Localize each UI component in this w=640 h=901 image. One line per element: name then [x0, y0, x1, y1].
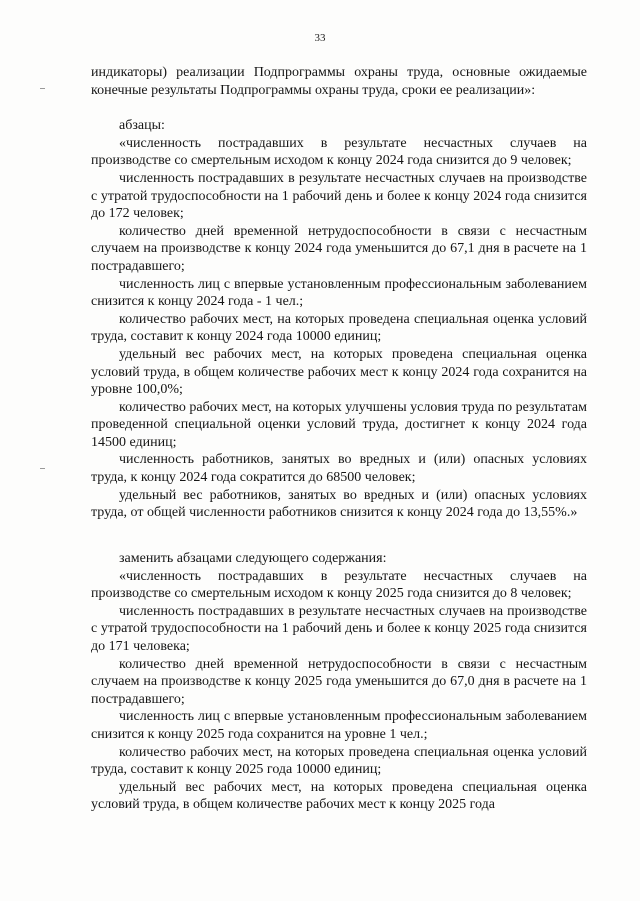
paragraph: заменить абзацами следующего содержания:	[119, 551, 387, 566]
paragraph: количество дней временной нетрудоспособности в связи с несчастным случаем на производстве к концу 2025 года уменьшится до 67,0 дня в расчете на 1 пострадавшего;	[91, 656, 587, 707]
paragraph: индикаторы) реализации Подпрограммы охраны труда, основные ожидаемые конечные результаты Подпрограммы охраны труда, сроки ее реализации»:	[91, 65, 587, 98]
paragraph: количество рабочих мест, на которых проведена специальная оценка условий труда, составит к концу 2025 года 10000 единиц;	[91, 744, 587, 778]
paragraph: численность лиц с впервые установленным профессиональным заболеванием снизится к концу 2025 года сохранится на уровне 1 чел.;	[91, 709, 587, 742]
text-block-original-paragraphs	[91, 64, 587, 522]
paragraph: удельный вес работников, занятых во вредных и (или) опасных условиях труда, от общей численности работников снизится к концу 2024 года до 13,55%.»	[91, 487, 587, 521]
paragraph: «численность пострадавших в результате несчастных случаев на производстве со смертельным исходом к концу 2024 года снизится до 9 человек;	[91, 135, 587, 169]
paragraph: абзацы:	[119, 118, 165, 134]
paragraph: удельный вес рабочих мест, на которых проведена специальная оценка условий труда, в общем количестве рабочих мест к концу 2024 года сохранится на уровне 100,0%;	[91, 346, 587, 398]
page-number: 33	[314, 32, 326, 44]
paragraph: удельный вес рабочих мест, на которых проведена специальная оценка условий труда, в общем количестве рабочих мест к концу 2025 года	[91, 779, 587, 813]
paragraph: «численность пострадавших в результате несчастных случаев на производстве со смертельным исходом к концу 2025 года снизится до 8 человек;	[91, 568, 587, 602]
paragraph: количество рабочих мест, на которых улучшены условия труда по результатам проведенной специальной оценки условий труда, достигнет к концу 2024 года 14500 единиц;	[91, 399, 587, 450]
scan-edge-mark	[40, 468, 45, 469]
paragraph: численность пострадавших в результате несчастных случаев на производстве с утратой трудоспособности на 1 рабочий день и более к концу 2025 года снизится до 171 человека;	[91, 603, 587, 654]
paragraph: численность лиц с впервые установленным профессиональным заболеванием снизится к концу 2024 года - 1 чел.;	[91, 276, 587, 310]
paragraph: численность работников, занятых во вредных и (или) опасных условиях труда, к концу 2024 года сократится до 68500 человек;	[91, 452, 587, 486]
paragraph: численность пострадавших в результате несчастных случаев на производстве с утратой трудоспособности на 1 рабочий день и более к концу 2024 года снизится до 172 человек;	[91, 170, 587, 222]
text-block-replacement-paragraphs	[91, 550, 587, 814]
paragraph: количество рабочих мест, на которых проведена специальная оценка условий труда, составит к концу 2024 года 10000 единиц;	[91, 311, 587, 345]
paragraph: количество дней временной нетрудоспособности в связи с несчастным случаем на производстве к концу 2024 года уменьшится до 67,1 дня в расчете на 1 пострадавшего;	[91, 223, 587, 274]
scan-edge-mark	[40, 88, 45, 89]
